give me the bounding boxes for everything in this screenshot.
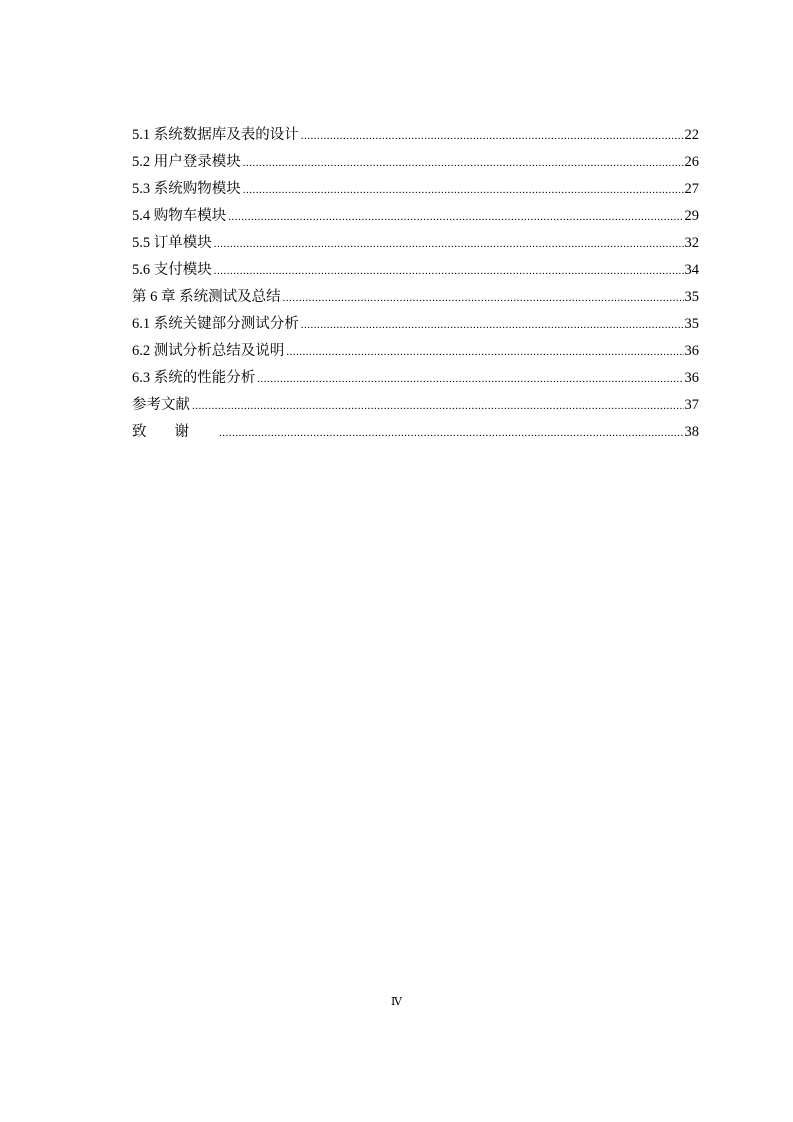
table-of-contents (132, 122, 699, 446)
toc-leader-dots (228, 204, 683, 231)
toc-entry-5-2[interactable] (132, 149, 699, 176)
toc-leader-dots (243, 177, 684, 204)
toc-entry-page: 26 (684, 154, 699, 170)
toc-entry-page: 27 (684, 181, 699, 197)
toc-leader-dots (192, 393, 684, 420)
toc-entry-5-3[interactable] (132, 176, 699, 203)
toc-entry-6-3[interactable] (132, 365, 699, 392)
toc-entry-page: 37 (684, 397, 699, 413)
toc-entry-6-1[interactable] (132, 311, 699, 338)
toc-leader-dots (283, 285, 684, 312)
toc-leader-dots (214, 231, 684, 258)
toc-entry-title: 第 6 章 系统测试及总结 (132, 289, 281, 305)
toc-entry-title: 5.4 购物车模块 (132, 208, 227, 224)
toc-entry-title: 致谢 (132, 424, 217, 440)
toc-entry-title: 参考文献 (132, 397, 190, 413)
toc-leader-dots (301, 312, 684, 339)
toc-entry-page: 22 (684, 127, 699, 143)
toc-entry-page: 32 (684, 235, 699, 251)
toc-leader-dots (214, 258, 684, 285)
toc-leader-dots (257, 366, 683, 393)
toc-entry-5-6[interactable] (132, 257, 699, 284)
toc-entry-acknowledgements[interactable] (132, 419, 699, 446)
toc-entry-page: 36 (684, 343, 699, 359)
toc-leader-dots (301, 123, 684, 150)
toc-entry-references[interactable] (132, 392, 699, 419)
toc-entry-chapter-6[interactable] (132, 284, 699, 311)
page-number: Ⅳ (391, 996, 402, 1008)
toc-entry-title: 5.5 订单模块 (132, 235, 212, 251)
toc-entry-5-4[interactable] (132, 203, 699, 230)
toc-leader-dots (243, 150, 684, 177)
toc-entry-title: 5.3 系统购物模块 (132, 181, 241, 197)
toc-entry-title: 5.6 支付模块 (132, 262, 212, 278)
toc-entry-title: 6.2 测试分析总结及说明 (132, 343, 285, 359)
toc-entry-6-2[interactable] (132, 338, 699, 365)
toc-entry-page: 38 (684, 424, 699, 440)
toc-entry-title: 6.3 系统的性能分析 (132, 370, 256, 386)
toc-entry-5-5[interactable] (132, 230, 699, 257)
toc-entry-page: 34 (684, 262, 699, 278)
toc-entry-5-1[interactable] (132, 122, 699, 149)
toc-leader-dots (219, 420, 684, 447)
toc-entry-page: 35 (684, 289, 699, 305)
toc-entry-title: 5.1 系统数据库及表的设计 (132, 127, 299, 143)
toc-entry-page: 29 (684, 208, 699, 224)
toc-entry-page: 35 (684, 316, 699, 332)
toc-leader-dots (286, 339, 683, 366)
toc-entry-title: 6.1 系统关键部分测试分析 (132, 316, 299, 332)
toc-entry-page: 36 (684, 370, 699, 386)
toc-entry-title: 5.2 用户登录模块 (132, 154, 241, 170)
